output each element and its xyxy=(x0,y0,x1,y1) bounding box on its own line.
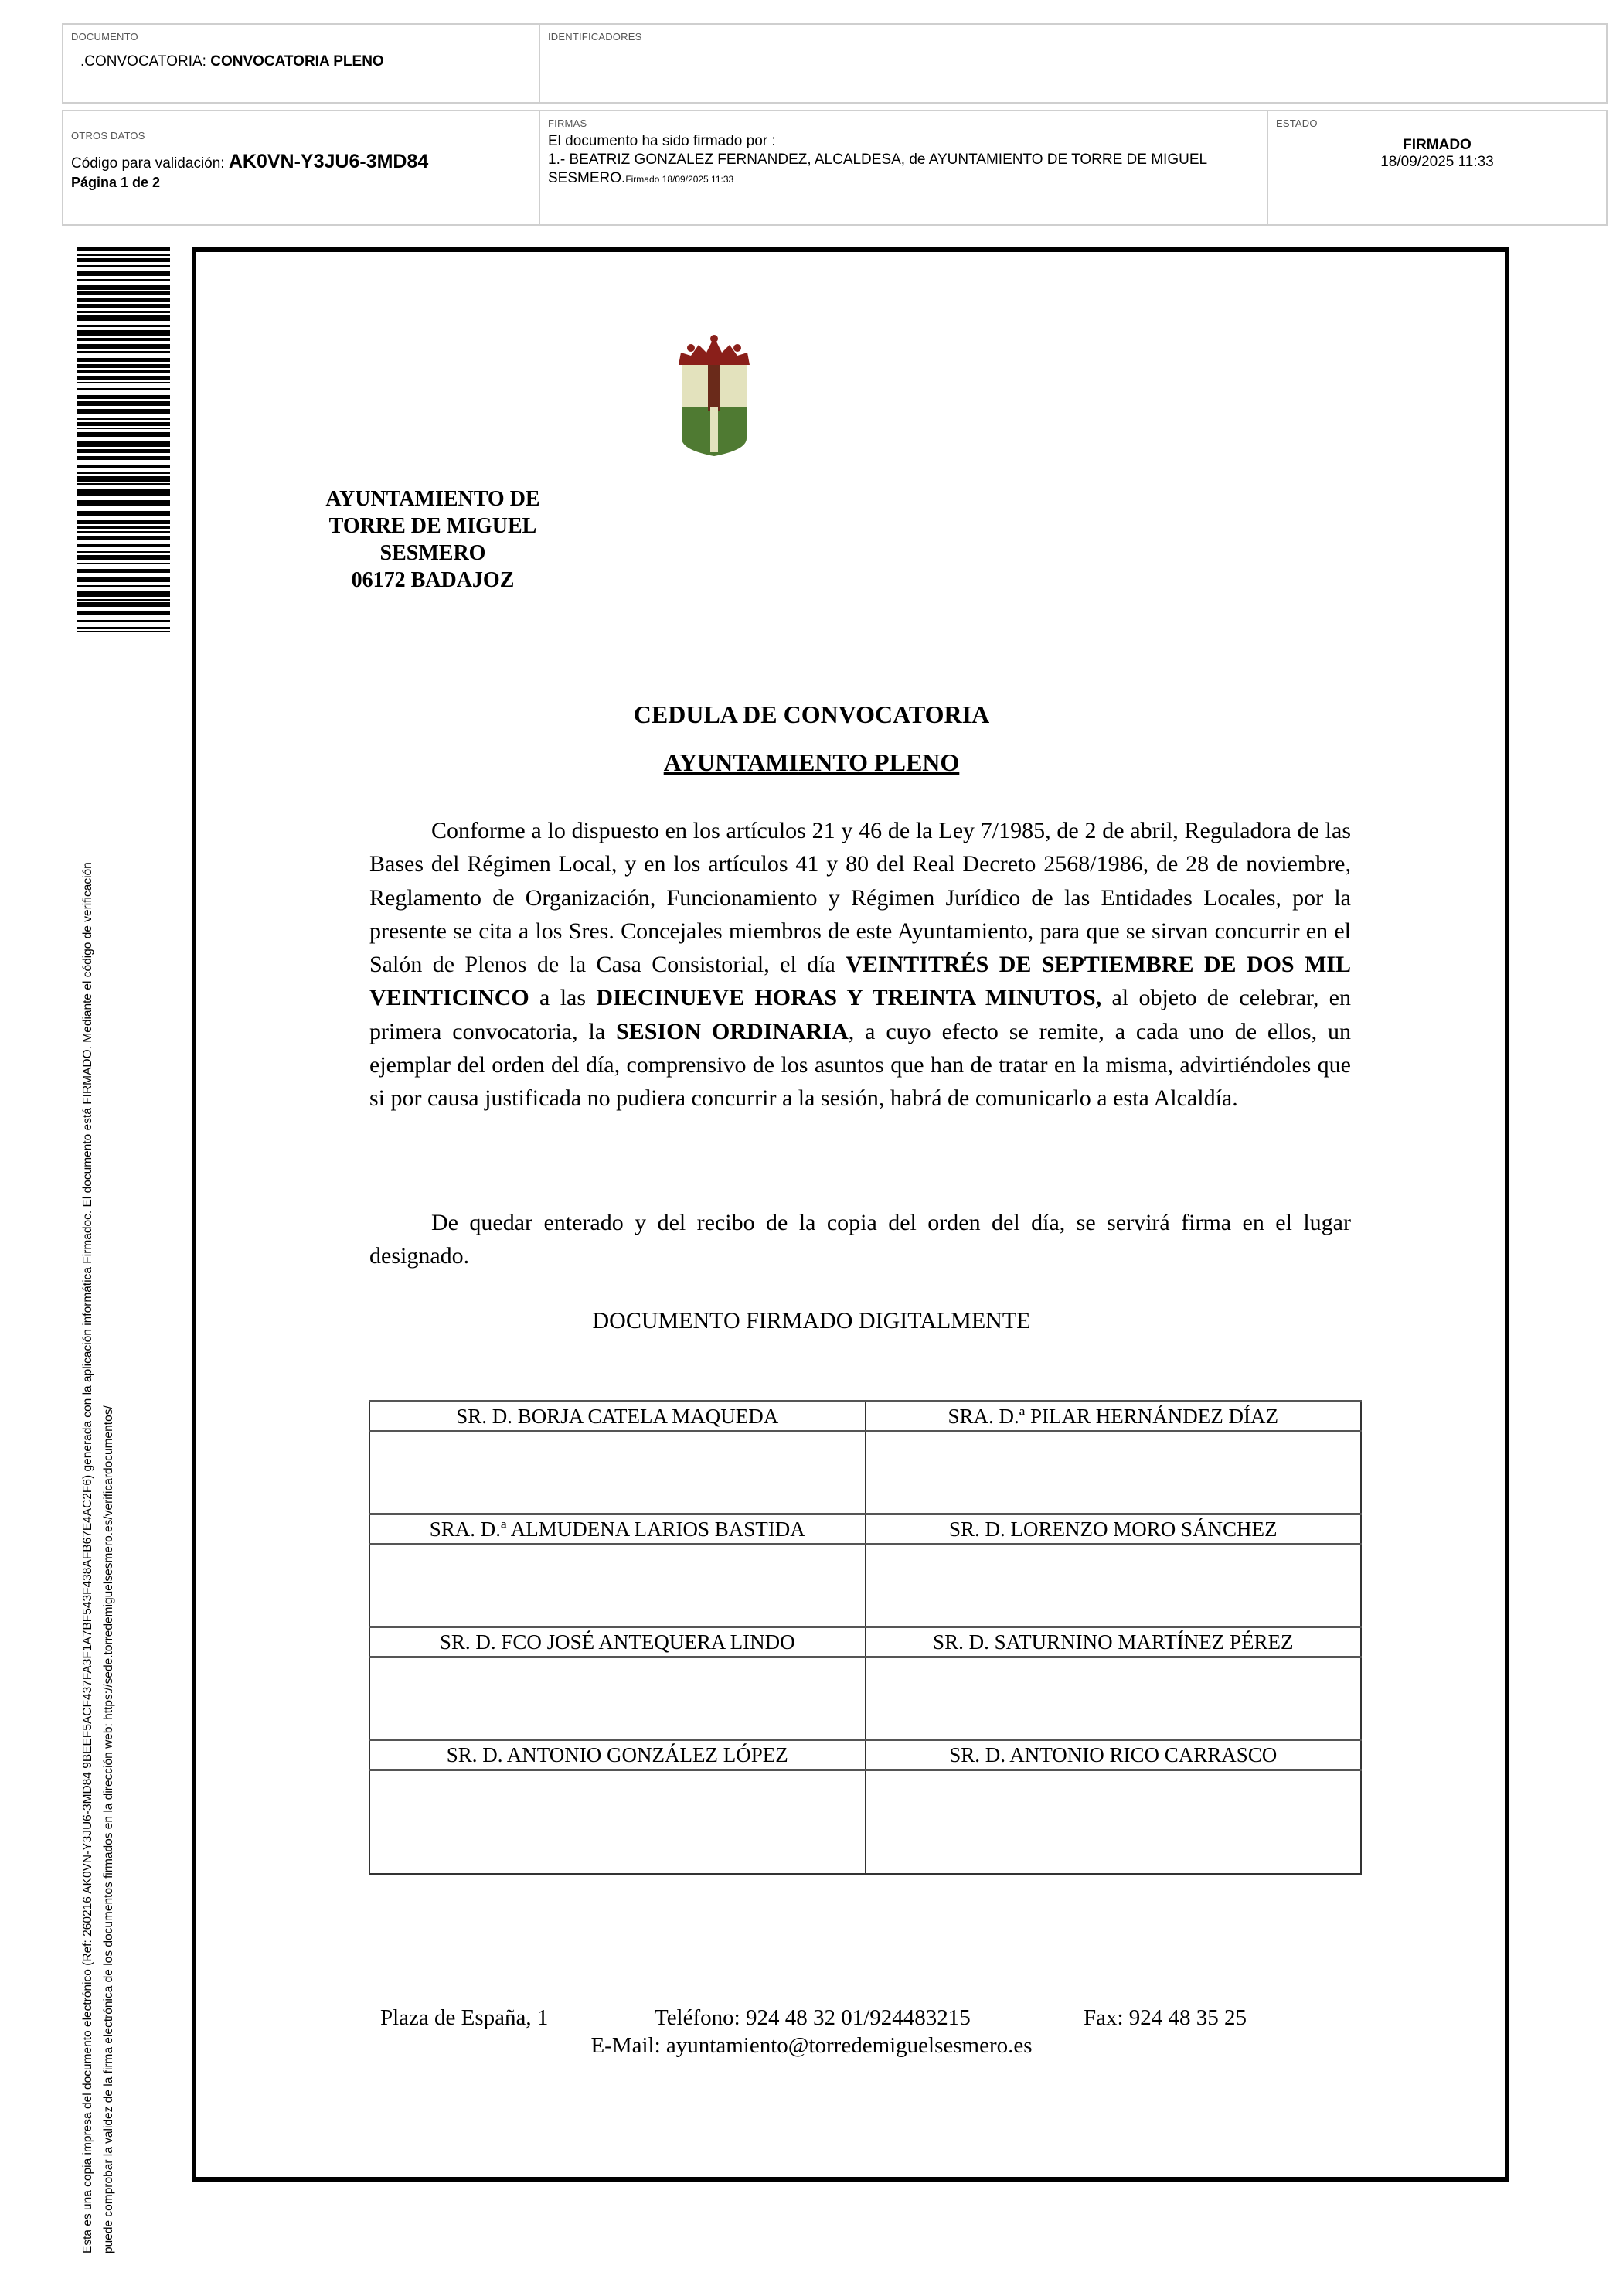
table-row xyxy=(369,1657,1361,1740)
validation-code-line xyxy=(71,151,531,173)
table-row xyxy=(369,1740,1361,1770)
barcode-bar xyxy=(77,247,170,251)
barcode-bar xyxy=(77,325,170,327)
verification-text-line-1: Esta es una copia impresa del documento electrónico (Ref: 260216 AK0VN-Y3JU6-3MD84 9BEEF5ACF437FA3F1A7BF543F438AFB67E4AC2F6) generada con la aplicación informática Firmadoc. El documento está FIRMADO. Mediante el código de verificación xyxy=(81,862,94,2253)
metadata-row-document xyxy=(62,23,1608,104)
document-title xyxy=(71,53,531,70)
signatory-name: SR. D. SATURNINO MARTÍNEZ PÉREZ xyxy=(866,1627,1362,1657)
identificadores-label: IDENTIFICADORES xyxy=(548,31,642,43)
barcode-bar xyxy=(77,311,170,313)
barcode-bar xyxy=(77,591,170,597)
address-line: 06172 BADAJOZ xyxy=(351,568,515,592)
otros-datos-label: OTROS DATOS xyxy=(71,130,145,141)
estado-label: ESTADO xyxy=(1276,118,1318,129)
signatory-name: SR. D. BORJA CATELA MAQUEDA xyxy=(369,1402,866,1432)
barcode-bar xyxy=(77,536,170,540)
barcode-bar xyxy=(77,330,170,336)
document-title-prefix: .CONVOCATORIA: xyxy=(80,53,211,70)
barcode-icon xyxy=(77,247,170,635)
crown-jewel xyxy=(687,344,695,352)
signature-box xyxy=(369,1432,866,1514)
barcode-bar xyxy=(77,422,170,426)
barcode-bar xyxy=(77,476,170,482)
signature-box xyxy=(369,1770,866,1875)
signatory-name: SRA. D.ª ALMUDENA LARIOS BASTIDA xyxy=(369,1514,866,1545)
barcode-bar xyxy=(77,627,170,629)
barcode-bar xyxy=(77,569,170,573)
estado-cell xyxy=(1268,111,1606,224)
crown-jewel xyxy=(710,335,718,342)
barcode-bar xyxy=(77,401,170,406)
address-line: AYUNTAMIENTO DE xyxy=(325,487,540,511)
barcode-bar xyxy=(77,432,170,437)
paragraph-text: Conforme a lo dispuesto en los artículos 21 y 46 de la Ley 7/1985, de 2 de abril, Reguladora de las Bases del Régimen Local, y en los artículos 41 y 80 del Real Decreto 2568/1986, de 28 de noviembre, Reglamento de Organización, Funcionamiento y Régimen Jurídico de las Entidades Locales, por la presente se cita a los Sres. Concejales miembros de este Ayuntamiento, para que se sirvan concurrir en el Salón de Plenos de la Casa Consistorial, el día xyxy=(369,818,1351,978)
barcode-bar xyxy=(77,370,170,373)
barcode-bar xyxy=(77,351,170,353)
document-title-name: CONVOCATORIA PLENO xyxy=(210,53,384,70)
barcode-bar xyxy=(77,271,170,276)
signature-box xyxy=(866,1432,1362,1514)
barcode-bar xyxy=(77,428,170,429)
barcode-bar xyxy=(77,456,170,460)
barcode-bar xyxy=(77,602,170,607)
barcode-bar xyxy=(77,577,170,582)
meeting-date: VEINTITRÉS DE SEPTIEMBRE DE DOS MIL VEINTICINCO xyxy=(369,952,1351,1011)
convocation-paragraph xyxy=(369,814,1351,1116)
verification-text-line-2: puede comprobar la validez de la firma electrónica de los documentos firmados en la dirección web: https://sede.torredemiguelsesmero.es/verificardocumentos/ xyxy=(102,1405,115,2253)
crown-jewel xyxy=(733,344,741,352)
identificadores-cell xyxy=(540,25,1606,102)
validation-code-prefix: Código para validación: xyxy=(71,155,229,172)
signature-box xyxy=(369,1657,866,1740)
barcode-bar xyxy=(77,376,170,380)
page-info: Página 1 de 2 xyxy=(71,175,161,190)
barcode-bar xyxy=(77,465,170,468)
status-badge: FIRMADO xyxy=(1403,137,1472,153)
barcode-bar xyxy=(77,338,170,341)
barcode-bar xyxy=(77,291,170,295)
barcode-bar xyxy=(77,599,170,601)
session-type: SESION ORDINARIA xyxy=(616,1018,849,1044)
barcode-bar xyxy=(77,279,170,281)
barcode-bar xyxy=(77,511,170,516)
barcode-bar xyxy=(77,620,170,622)
signatory-name: SRA. D.ª PILAR HERNÁNDEZ DÍAZ xyxy=(866,1402,1362,1432)
signature-metadata-header xyxy=(62,23,1608,226)
footer-address: Plaza de España, 1 xyxy=(380,2005,549,2030)
signatory-name: SR. D. ANTONIO RICO CARRASCO xyxy=(866,1740,1362,1770)
signatory-name: SR. D. LORENZO MORO SÁNCHEZ xyxy=(866,1514,1362,1545)
barcode-bar xyxy=(77,388,170,390)
signature-box xyxy=(866,1657,1362,1740)
address-line: TORRE DE MIGUEL xyxy=(328,514,537,538)
validation-code: AK0VN-Y3JU6-3MD84 xyxy=(228,151,429,172)
barcode-bar xyxy=(77,449,170,453)
barcode-bar xyxy=(77,254,170,256)
signatory-name: SR. D. ANTONIO GONZÁLEZ LÓPEZ xyxy=(369,1740,866,1770)
table-row xyxy=(369,1627,1361,1657)
barcode-bar xyxy=(77,520,170,524)
barcode-bar xyxy=(77,526,170,529)
barcode-bar xyxy=(77,544,170,547)
address-line: SESMERO xyxy=(379,541,486,565)
barcode-bar xyxy=(77,258,170,262)
firmas-text xyxy=(548,132,1259,189)
barcode-bar xyxy=(77,298,170,302)
barcode-bar xyxy=(77,483,170,485)
barcode-bar xyxy=(77,265,170,267)
barcode-bar xyxy=(77,585,170,587)
otros-datos-cell xyxy=(63,111,540,224)
barcode-bar xyxy=(77,551,170,553)
firmas-signer: 1.- BEATRIZ GONZALEZ FERNANDEZ, ALCALDESA, de AYUNTAMIENTO DE TORRE DE MIGUEL SESMERO. xyxy=(548,152,1207,186)
table-row xyxy=(369,1514,1361,1545)
meeting-time: DIECINUEVE HORAS Y TREINTA MINUTOS, xyxy=(596,985,1102,1011)
tower xyxy=(708,363,720,411)
barcode-bar xyxy=(77,315,170,321)
barcode-bar xyxy=(77,364,170,368)
signatory-name: SR. D. FCO JOSÉ ANTEQUERA LINDO xyxy=(369,1627,866,1657)
tower-base xyxy=(710,407,718,452)
table-row xyxy=(369,1432,1361,1514)
status-date: 18/09/2025 11:33 xyxy=(1380,154,1494,170)
firmas-cell xyxy=(540,111,1268,224)
coat-of-arms-icon xyxy=(675,334,753,458)
barcode-bar xyxy=(77,472,170,474)
barcode-bar xyxy=(77,489,170,496)
firmas-intro: El documento ha sido firmado por : xyxy=(548,133,776,149)
paragraph-text: a las xyxy=(529,985,597,1011)
barcode-bar xyxy=(77,631,170,632)
municipality-address xyxy=(309,485,556,594)
barcode-bar xyxy=(77,344,170,349)
signature-box xyxy=(369,1545,866,1627)
digitally-signed-label: DOCUMENTO FIRMADO DIGITALMENTE xyxy=(592,1308,1031,1334)
table-row xyxy=(369,1545,1361,1627)
barcode-bar xyxy=(77,555,170,560)
barcode-bar xyxy=(77,611,170,615)
documento-label: DOCUMENTO xyxy=(71,31,138,43)
barcode-bar xyxy=(77,418,170,420)
barcode-bar xyxy=(77,531,170,533)
barcode-bar xyxy=(77,395,170,399)
documento-cell xyxy=(63,25,540,102)
barcode-bar xyxy=(77,441,170,447)
signature-box xyxy=(866,1545,1362,1627)
barcode-bar xyxy=(77,409,170,414)
barcode-bar xyxy=(77,304,170,308)
barcode-bar xyxy=(77,563,170,564)
barcode-bar xyxy=(77,500,170,506)
barcode-bar xyxy=(77,358,170,362)
table-row xyxy=(369,1402,1361,1432)
footer-fax: Fax: 924 48 35 25 xyxy=(1084,2005,1247,2030)
footer-phone: Teléfono: 924 48 32 01/924483215 xyxy=(655,2005,971,2030)
footer-email: E-Mail: ayuntamiento@torredemiguelsesmero.es xyxy=(590,2033,1033,2058)
document-heading: CEDULA DE CONVOCATORIA xyxy=(633,700,990,728)
paragraph-text: , a cuyo efecto se remite, a cada uno de ellos, un ejemplar del orden del día, comprensivo de los asuntos que han de tratar en la misma, advirtiéndoles que si por causa justificada no pudiera concurrir a la sesión, habrá de comunicarlo a esta Alcaldía. xyxy=(369,1018,1351,1112)
signatories-table xyxy=(369,1400,1362,1875)
barcode-bar xyxy=(77,285,170,290)
firmas-label: FIRMAS xyxy=(548,118,587,129)
barcode-bar xyxy=(77,382,170,383)
signature-box xyxy=(866,1770,1362,1875)
document-subheading: AYUNTAMIENTO PLENO xyxy=(663,748,960,776)
metadata-row-signatures xyxy=(62,110,1608,226)
paragraph-text: al objeto de celebrar, en primera convocatoria, la xyxy=(369,985,1351,1044)
acknowledgement-paragraph: De quedar enterado y del recibo de la copia del orden del día, se servirá firma en el lugar designado. xyxy=(369,1210,1351,1269)
firmas-signed-at: Firmado 18/09/2025 11:33 xyxy=(625,174,734,185)
table-row xyxy=(369,1770,1361,1875)
